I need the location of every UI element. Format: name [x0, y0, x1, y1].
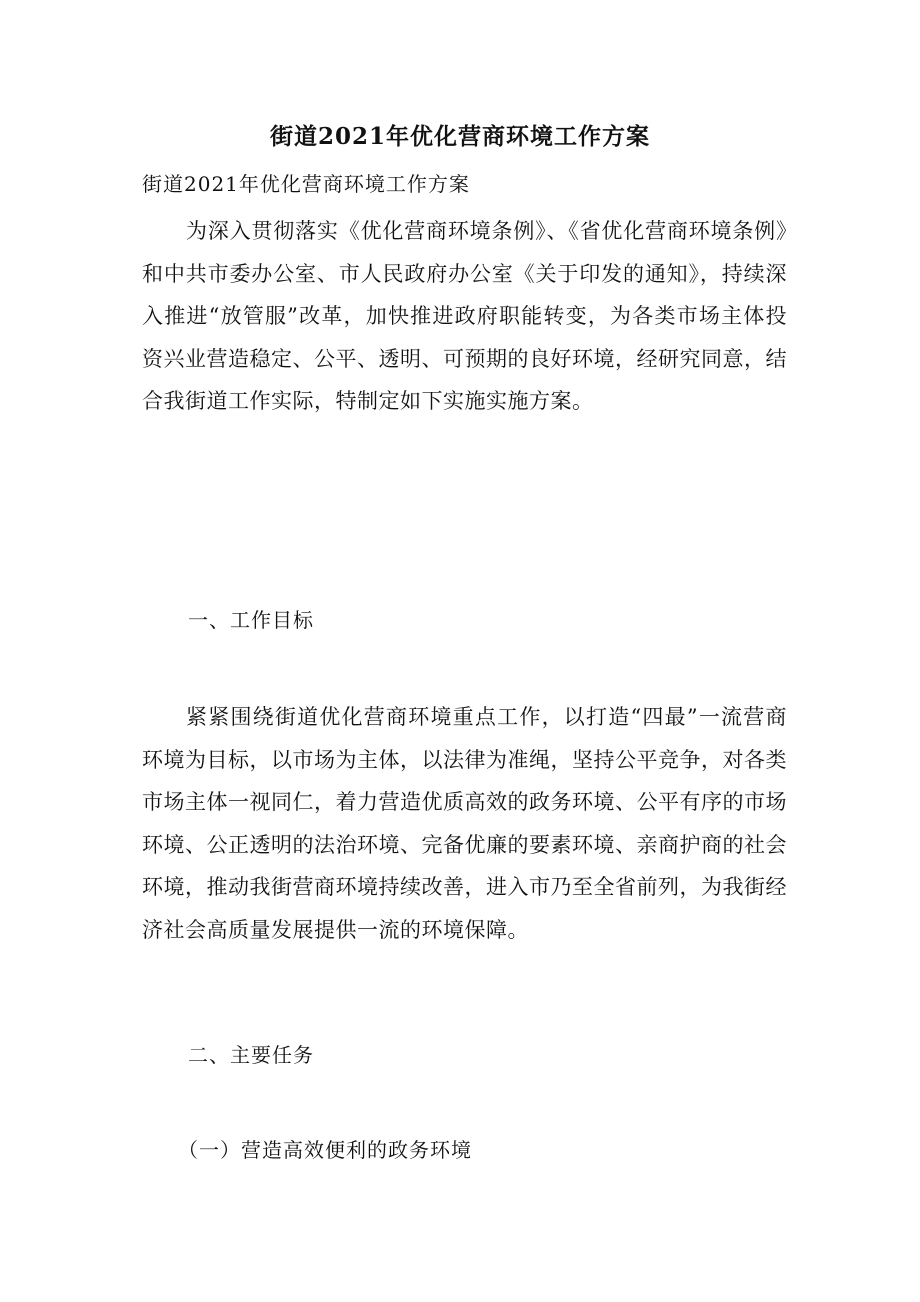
intro-paragraph: 为深入贯彻落实《优化营商环境条例》、《省优化营商环境条例》和中共市委办公室、市人民政府办公室《关于印发的通知》，持续深入推进“放管服”改革，加快推进政府职能转变，为各类市场主体投资兴业营造稳定、公平、透明、可预期的良好环境，经研究同意，结合我街道工作实际，特制定如下实施实施方案。 — [142, 219, 787, 413]
subsection-heading-government-environment: （一）营造高效便利的政务环境 — [178, 1138, 472, 1162]
section-heading-tasks: 二、主要任务 — [188, 1043, 314, 1067]
section-heading-goals: 一、工作目标 — [188, 608, 314, 632]
document-title: 街道2021年优化营商环境工作方案 — [269, 123, 650, 150]
goals-paragraph: 紧紧围绕街道优化营商环境重点工作，以打造“四最”一流营商环境为目标，以市场为主体，以法律为准绳，坚持公平竞争，对各类市场主体一视同仁，着力营造优质高效的政务环境、公平有序的市场环境、公正透明的法治环境、完备优廉的要素环境、亲商护商的社会环境，推动我街营商环境持续改善，进入市乃至全省前列，为我街经济社会高质量发展提供一流的环境保障。 — [142, 705, 787, 942]
document-subtitle: 街道2021年优化营商环境工作方案 — [142, 172, 470, 196]
